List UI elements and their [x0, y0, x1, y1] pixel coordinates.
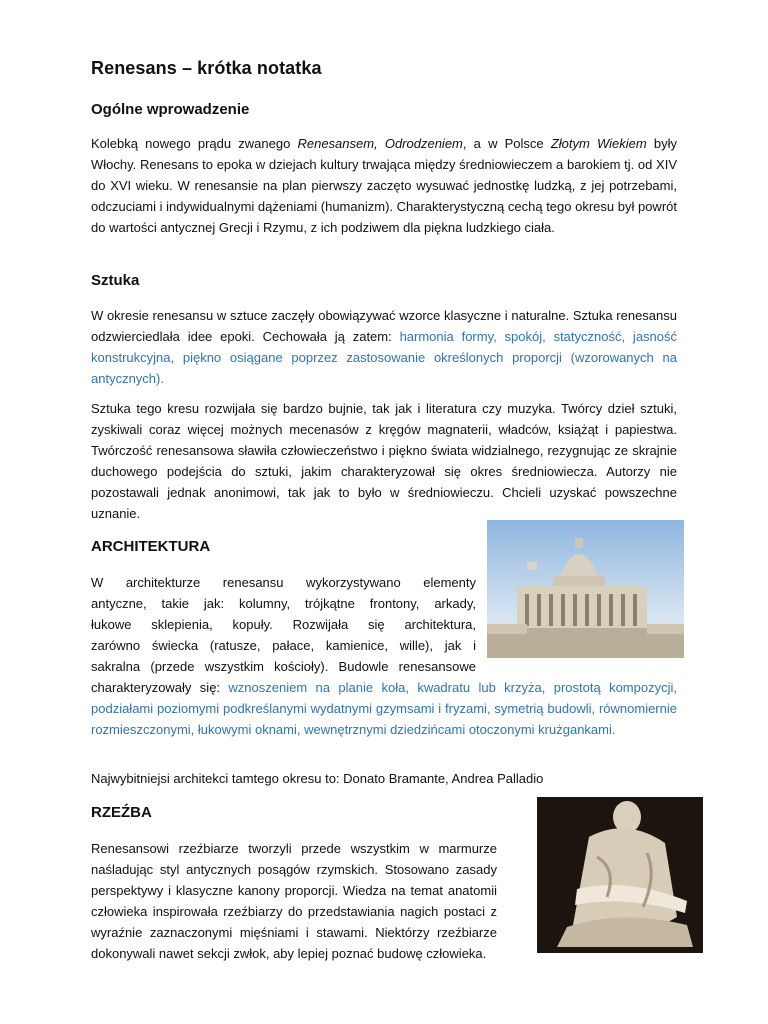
- architecture-paragraph-lines: [91, 572, 476, 677]
- architecture-paragraph-tail: [91, 677, 677, 740]
- architects-wrap: [91, 768, 677, 789]
- sculpture-paragraph: Renesansowi rzeźbiarze tworzyli przede wszystkim w marmurze naśladując styl antycznych posągów rzymskich. Stosowano zasady perspektywy i klasyczne kanony proporcji. Wiedza na temat anatomii człowieka inspirowała rzeźbiarzy do przedstawiania nagich postaci z wyraźnie zaznaczonymi mięśniami i stawami. Niektórzy rzeźbiarze dokonywali nawet sekcji zwłok, aby lepiej poznać budowę człowieka.: [91, 841, 497, 961]
- architecture-line-1: W architekturze renesansu wykorzystywano elementy: [91, 575, 476, 590]
- architecture-line-4: zarówno świecka (ratusze, pałace, kamienice, wille), jak i: [91, 638, 476, 653]
- intro-paragraph-wrap: [91, 133, 677, 238]
- architects-paragraph: Najwybitniejsi architekci tamtego okresu to: Donato Bramante, Andrea Palladio: [91, 771, 544, 786]
- sculpture-heading: RZEŹBA: [91, 804, 152, 821]
- art-highlight: harmonia formy, spokój, statyczność, jasność konstrukcyjna, piękno osiągane poprzez zastosowanie określonych proporcji (wzorowanych na antycznych).: [91, 329, 678, 386]
- architecture-line-5: sakralna (przede wszystkim kościoły). Budowle renesansowe: [91, 659, 476, 674]
- intro-text-b: , a w Polsce: [462, 136, 551, 151]
- art-paragraph-2-wrap: [91, 398, 677, 524]
- architecture-line-2: antyczne, takie jak: kolumny, trójkątne frontony, arkady,: [91, 596, 476, 611]
- basilica-photo: [487, 520, 684, 658]
- sculpture-paragraph-wrap: [91, 838, 497, 964]
- pieta-photo: [537, 797, 703, 953]
- basilica-illustration: [487, 520, 684, 658]
- art-section: [91, 272, 677, 289]
- document-title: Renesans – krótka notatka: [91, 58, 322, 78]
- architecture-highlight: wznoszeniem na planie koła, kwadratu lub krzyża, prostotą kompozycji, podziałami poziomymi podkreślanymi wydatnymi gzymsami i fryzami, symetrią budowli, równomiernie rozmieszczonymi, łukowymi oknami, wewnętrznymi dziedzińcami otoczonymi krużgankami.: [91, 680, 677, 737]
- architecture-heading: ARCHITEKTURA: [91, 538, 211, 555]
- art-text-a: W okresie renesansu w sztuce zaczęły obowiązywać wzorce klasyczne i naturalne. Sztuka renesansu odzwierciedlała idee epoki. Cechowała ją zatem:: [91, 308, 677, 344]
- art-paragraph-1-wrap: [91, 305, 677, 389]
- art-heading: Sztuka: [91, 272, 140, 289]
- intro-paragraph: [91, 133, 677, 238]
- architecture-paragraph-tail-wrap: [91, 677, 677, 740]
- intro-text-a: Kolebką nowego prądu zwanego: [91, 136, 298, 151]
- intro-emphasis-zloty-wiek: Złotym Wiekiem: [550, 136, 647, 151]
- intro-emphasis-renesans: Renesansem, Odrodzeniem: [297, 136, 463, 151]
- architecture-text-tail: charakteryzowały się:: [91, 680, 229, 695]
- pieta-illustration: [537, 797, 703, 953]
- architecture-line-3: łukowe sklepienia, kopuły. Rozwijała się architektura,: [91, 617, 476, 632]
- intro-section: [91, 101, 677, 118]
- art-paragraph-1: [91, 305, 677, 389]
- art-paragraph-2: Sztuka tego kresu rozwijała się bardzo bujnie, tak jak i literatura czy muzyka. Twórcy dzieł sztuki, zyskiwali coraz więcej możnych mecenasów z kręgów magnaterii, władców, książąt i papiestwa. Twórczość renesansowa sławiła człowieczeństwo i piękno świata widzialnego, rezygnując ze skrajnie duchowego podejścia do sztuki, jakim charakteryzował się okres średniowiecza. Autorzy nie pozostawali jednak anonimowi, tak jak to było w średniowieczu. Chcieli uzyskać powszechne uznanie.: [91, 401, 677, 521]
- intro-heading: Ogólne wprowadzenie: [91, 101, 250, 118]
- intro-text-c: były Włochy. Renesans to epoka w dziejach kultury trwająca między średniowieczem a barokiem tj. od XIV do XVI wieku. W renesansie na plan pierwszy zaczęto wysuwać jednostkę ludzką, z jej potrzebami, odczuciami i indywidualnymi dążeniami (humanizm). Charakterystyczną cechą tego okresu był powrót do wartości antycznej Grecji i Rzymu, z ich podziwem dla piękna ludzkiego ciała.: [91, 136, 677, 235]
